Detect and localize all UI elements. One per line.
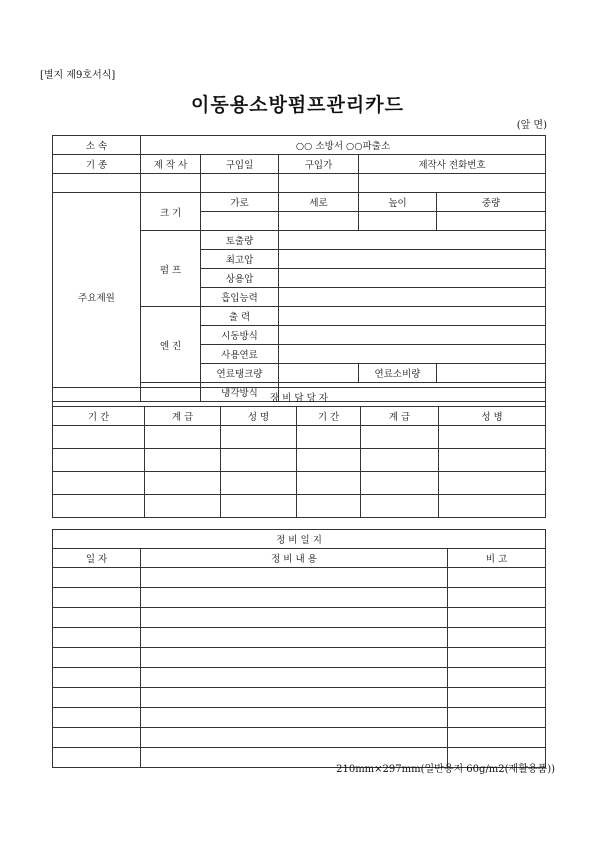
staff-cell[interactable] [439,426,546,449]
log-cell[interactable] [141,568,448,588]
depth-header: 세로 [279,193,359,212]
log-cell[interactable] [448,568,546,588]
table-row [53,495,546,518]
log-cell[interactable] [141,608,448,628]
table-row [53,426,546,449]
staff-cell[interactable] [361,495,439,518]
staff-cell[interactable] [221,426,297,449]
log-cell[interactable] [448,608,546,628]
weight-header: 중량 [437,193,546,212]
spec-table [52,135,546,402]
engine-label: 엔 진 [141,307,201,383]
annex-label: [별지 제9호서식] [40,70,116,81]
staff-cell[interactable] [221,449,297,472]
staff-cell[interactable] [145,495,221,518]
staff-cell[interactable] [361,472,439,495]
max-pressure-value-cell[interactable] [279,250,546,269]
working-pressure-label: 상용압 [201,269,279,288]
table-row [53,608,546,628]
maker-phone-header: 제작사 전화번호 [359,155,546,174]
maintenance-col-content: 정 비 내 용 [141,549,448,568]
log-cell[interactable] [448,688,546,708]
staff-cell[interactable] [145,449,221,472]
staff-col-name-2: 성 병 [439,407,546,426]
staff-cell[interactable] [145,426,221,449]
staff-col-rank-2: 계 급 [361,407,439,426]
log-cell[interactable] [53,568,141,588]
discharge-value-cell[interactable] [279,231,546,250]
affiliation-label: 소 속 [53,136,141,155]
staff-col-name: 성 명 [221,407,297,426]
table-row [53,708,546,728]
model-label: 기 종 [53,155,141,174]
working-pressure-value-cell[interactable] [279,269,546,288]
log-cell[interactable] [141,628,448,648]
staff-cell[interactable] [221,472,297,495]
table-row [53,472,546,495]
staff-cell[interactable] [221,495,297,518]
size-label: 크 기 [141,193,201,231]
staff-col-rank: 계 급 [145,407,221,426]
staff-cell[interactable] [361,449,439,472]
affiliation-value: ○○ 소방서 ○○파출소 [141,136,546,155]
staff-cell[interactable] [439,495,546,518]
table-row [53,668,546,688]
table-row [53,588,546,608]
suction-value-cell[interactable] [279,288,546,307]
fuel-consumption-value-cell[interactable] [437,364,546,383]
log-cell[interactable] [53,688,141,708]
staff-col-period: 기 간 [53,407,145,426]
staff-cell[interactable] [297,449,361,472]
manufacturer-value-cell[interactable] [141,174,201,193]
suction-label: 흡입능력 [201,288,279,307]
maintenance-table [52,529,546,768]
log-cell[interactable] [141,708,448,728]
width-value-cell[interactable] [201,212,279,231]
fuel-label: 사용연료 [201,345,279,364]
discharge-label: 토출량 [201,231,279,250]
table-row [53,728,546,748]
specs-label: 주요제원 [53,193,141,402]
log-cell[interactable] [448,628,546,648]
staff-cell[interactable] [53,449,145,472]
staff-cell[interactable] [145,472,221,495]
log-cell[interactable] [141,648,448,668]
staff-cell[interactable] [439,449,546,472]
log-cell[interactable] [448,648,546,668]
width-header: 가로 [201,193,279,212]
log-cell[interactable] [448,708,546,728]
maker-phone-value-cell[interactable] [359,174,546,193]
table-row [53,449,546,472]
staff-col-period-2: 기 간 [297,407,361,426]
staff-cell[interactable] [297,426,361,449]
purchase-price-value-cell[interactable] [279,174,359,193]
log-cell[interactable] [448,728,546,748]
log-cell[interactable] [53,628,141,648]
depth-value-cell[interactable] [279,212,359,231]
log-cell[interactable] [53,708,141,728]
staff-cell[interactable] [297,495,361,518]
page-side-label: (앞 면) [516,120,547,131]
manufacturer-header: 제 작 사 [141,155,201,174]
maintenance-col-date: 일 자 [53,549,141,568]
log-cell[interactable] [448,668,546,688]
staff-cell[interactable] [53,426,145,449]
start-method-value-cell[interactable] [279,326,546,345]
fuel-tank-value-cell[interactable] [279,364,359,383]
log-cell[interactable] [448,588,546,608]
staff-cell[interactable] [53,472,145,495]
fuel-value-cell[interactable] [279,345,546,364]
fuel-tank-label: 연료탱크량 [201,364,279,383]
table-row [53,568,546,588]
log-cell[interactable] [141,588,448,608]
table-row [53,648,546,668]
log-cell[interactable] [53,668,141,688]
max-pressure-label: 최고압 [201,250,279,269]
log-cell[interactable] [53,748,141,768]
pump-label: 펌 프 [141,231,201,307]
cooling-label: 냉각방식 [201,383,279,402]
purchase-price-header: 구입가 [279,155,359,174]
log-cell[interactable] [53,728,141,748]
fuel-consumption-label: 연료소비량 [359,364,437,383]
log-cell[interactable] [53,648,141,668]
page-title: 이동용소방펌프관리카드 [191,94,404,116]
table-row [53,628,546,648]
weight-value-cell[interactable] [437,212,546,231]
staff-cell[interactable] [53,495,145,518]
height-header: 높이 [359,193,437,212]
staff-table [52,387,546,518]
maintenance-title: 정 비 일 지 [53,530,546,549]
height-value-cell[interactable] [359,212,437,231]
staff-cell[interactable] [439,472,546,495]
maintenance-col-remarks: 비 고 [448,549,546,568]
purchase-date-header: 구입일 [201,155,279,174]
log-cell[interactable] [53,608,141,628]
model-value-cell[interactable] [53,174,141,193]
engine-output-label: 출 력 [201,307,279,326]
start-method-label: 시동방식 [201,326,279,345]
table-row [53,688,546,708]
log-cell[interactable] [141,688,448,708]
log-cell[interactable] [53,588,141,608]
purchase-date-value-cell[interactable] [201,174,279,193]
paper-size-footer: 210mm×297mm(일반용지 60g/m2(재활용품)) [336,764,555,775]
staff-cell[interactable] [361,426,439,449]
engine-output-value-cell[interactable] [279,307,546,326]
log-cell[interactable] [141,668,448,688]
staff-title: 장 비 담 당 자 [53,388,546,407]
log-cell[interactable] [141,728,448,748]
staff-cell[interactable] [297,472,361,495]
